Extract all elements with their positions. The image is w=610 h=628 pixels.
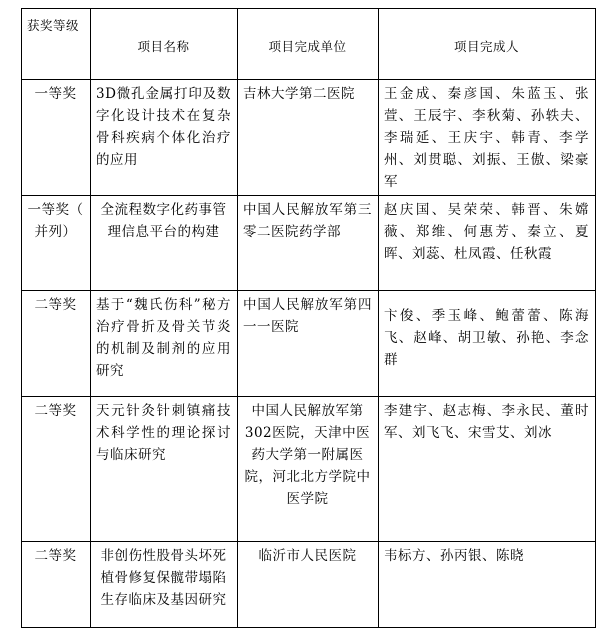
table-row: [22, 397, 596, 542]
people-cell: 赵庆国、吴荣荣、韩晋、朱嫦薇、郑维、何惠芳、秦立、夏晖、刘蕊、杜凤霞、任秋霞: [379, 196, 596, 291]
project-name-cell: 天元针灸针刺镇痛技术科学性的理论探讨与临床研究: [91, 397, 238, 542]
award-level-cell: 二等奖: [22, 397, 91, 542]
unit-cell: 中国人民解放军第三零二医院药学部: [238, 196, 379, 291]
people-cell: 李建宇、赵志梅、李永民、董时军、刘飞飞、宋雪艾、刘冰: [379, 397, 596, 542]
people-cell: 韦标方、孙丙银、陈晓: [379, 542, 596, 628]
unit-cell: 临沂市人民医院: [238, 542, 379, 628]
award-level-cell: 二等奖: [22, 291, 91, 397]
project-name-cell: 非创伤性股骨头坏死植骨修复保髋带塌陷生存临床及基因研究: [91, 542, 238, 628]
project-name-cell: 基于“魏氏伤科”秘方治疗骨折及骨关节炎的机制及制剂的应用研究: [91, 291, 238, 397]
table-row: [22, 196, 596, 291]
header-award-level: 获奖等级: [22, 9, 91, 80]
table-row: [22, 291, 596, 397]
project-name-cell: 全流程数字化药事管理信息平台的构建: [91, 196, 238, 291]
unit-cell: 中国人民解放军第四一一医院: [238, 291, 379, 397]
table-row: [22, 80, 596, 196]
header-unit: 项目完成单位: [238, 9, 379, 80]
header-project-name: 项目名称: [91, 9, 238, 80]
award-level-cell: 一等奖（ 并列）: [22, 196, 91, 291]
people-cell: 王金成、秦彦国、朱蓝玉、张萱、王辰宇、李秋菊、孙轶夫、李瑞延、王庆宇、韩青、李学州、刘贯聪、刘振、王傲、梁豪军: [379, 80, 596, 196]
header-people: 项目完成人: [379, 9, 596, 80]
project-name-cell: 3D微孔金属打印及数字化设计技术在复杂骨科疾病个体化治疗的应用: [91, 80, 238, 196]
table-row: [22, 542, 596, 628]
people-cell: 卞俊、季玉峰、鲍蕾蕾、陈海飞、赵峰、胡卫敏、孙艳、李念群: [379, 291, 596, 397]
award-table: [21, 8, 596, 628]
unit-cell: 中国人民解放军第302医院，天津中医药大学第一附属医院，河北北方学院中医学院: [238, 397, 379, 542]
table-header-row: [22, 9, 596, 80]
award-level-cell: 二等奖: [22, 542, 91, 628]
unit-cell: 吉林大学第二医院: [238, 80, 379, 196]
award-level-cell: 一等奖: [22, 80, 91, 196]
